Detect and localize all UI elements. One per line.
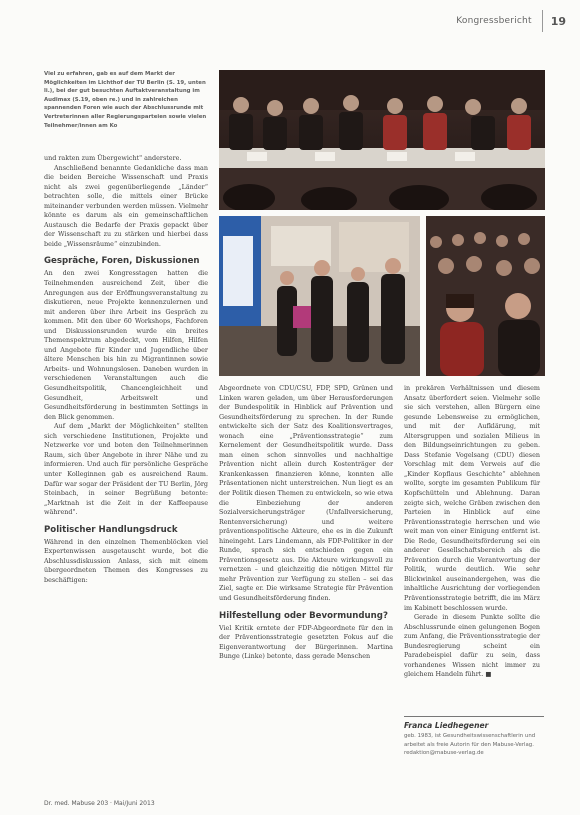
- section-label: Kongressbericht: [456, 16, 532, 26]
- author-name: Franca Liedhegener: [404, 721, 489, 730]
- subheading-politisch: Politischer Handlungsdruck: [44, 524, 178, 535]
- audience-illustration: [426, 216, 545, 376]
- paragraph: Auf dem „Markt der Möglichkeiten“ stellten sich verschiedene Institutionen, Projekte und Netzwerke vor und boten den Teilnehmerinnen Raum, sich über Angebote in ihrer Nähe und zu informieren. Und auch für persönliche Gespräche unter Kolleginnen gab es ausreichend Raum. Dafür war sogar der Präsident der TU Berlin, Jörg Steinbach, in seiner Begrüßung betonte: „Marktnah ist die Zeit in der Kaffeepause während".: [44, 422, 208, 517]
- page-number: 19: [550, 14, 566, 28]
- running-head: [456, 10, 566, 32]
- paragraph: in prekären Verhältnissen und diesem Ansatz überfordert seien. Vielmehr solle sie sich verstehen, allen Bürgern eine gesunde Lebensweise zu ermöglichen, und mit der Aufklärung, mit Altersgruppen und sozialen Milieus in den Bildungseinrichtungen zu geben. Dass Stefanie Vogelsang (CDU) diesen Vorschlag mit dem Verweis auf die „Kinder Kopflaus Geschichte“ ablehnen wollte, sorgte im gesamten Publikum für Kopfschütteln und Ablehnung. Daran zeigte sich, welche Gräben zwischen den Parteien in Hinblick auf eine Präventionsstrategie herrschen und wie weit man von einer Einigung entfernt ist. Die Rede, Gesundheitsförderung sei ein anderer Gesellschaftsbereich als die Prävention durch die Verantwortung der Politik, wurde deutlich. Wie sehr Blickwinkel auseinandergehen, was die inhaltliche Ausrichtung der vorliegenden Präventionsstrategie betrifft, die im März im Kabinett beschlossen wurde.: [404, 384, 540, 612]
- paragraph: An den zwei Kongresstagen hatten die Teilnehmenden ausreichend Zeit, über die Anregungen aus der Eröffnungsveranstaltung zu diskutieren, neue Projekte kennenzulernen und mit anderen über ihre Arbeit ins Gespräch zu kommen. Mit den über 60 Workshops, Fachforen und Diskussionsrunden wurde ein breites Themenspektrum abgedeckt, vom Hilfen, Hilfen und Angebote für Kinder und Jugendliche über ältere Menschen bis hin zu Migrantinnen sowie Arbeits- und Wohnungslosen. Daneben wurden in verschiedenen Veranstaltungen auch die Gesundheitspolitik, Chancengleichheit und Gesundheit, Arbeitswelt und Gesundheitsförderung in bestimmten Settings in den Blick genommen.: [44, 269, 208, 421]
- paragraph: Anschließend benannte Gedankliche dass man die beiden Bereiche Wissenschaft und Praxis nicht als zwei gegenüberliegende „Länder“ betrachten solle, die mittels einer Brücke miteinander verbunden werden müssen. Vielmehr könnte es darum als ein gemeinschaftlichen Austausch die Bedarfe der Praxis gepackt über der Wissenschaft zu zu stärken und hierbei dass beide „Wissensräume“ einzubinden.: [44, 163, 208, 248]
- photo-caption: Viel zu erfahren, gab es auf dem Markt der Möglichkeiten im Lichthof der TU Berlin (S. 19, unten li.), bei der gut besuchten Auftaktveranstaltung im Audimax (S.19, oben re.) und in zahlreichen spannenden Foren wie auch der Abschlussrunde mit Vertreterinnen aller Regierungsparteien sowie vielen Teilnehmer/innen am Ko: [44, 71, 207, 129]
- magazine-footer: Dr. med. Mabuse 203 · Mai/Juni 2013: [44, 800, 155, 807]
- market-stands-illustration: [219, 216, 420, 376]
- subheading-hilfestellung: Hilfestellung oder Bevormundung?: [219, 610, 388, 621]
- author-bio: geb. 1983, ist Gesundheitswissenschaftlerin und arbeitet als freie Autorin für den Mabuse-Verlag. redaktion@mabuse-verlag.de: [404, 733, 536, 756]
- photo-audience: [426, 216, 545, 376]
- panel-discussion-illustration: [219, 70, 545, 210]
- photo-market-stands: [219, 216, 420, 376]
- article-column-2: [219, 384, 393, 662]
- article-column-1: [44, 154, 208, 585]
- subheading-gespraeche: Gespräche, Foren, Diskussionen: [44, 256, 200, 267]
- paragraph: Abgeordnete von CDU/CSU, FDP, SPD, Grünen und Linken waren geladen, um über Herausforderungen der Bundespolitik in Hinblick auf Prävention und Gesundheitsförderung zu sprechen. In der Runde entwickelte sich der Satz des Koalitionsvertrages, wonach eine „Präventionsstrategie“ zum Kernelement der Gesundheitspolitik wurde. Dass man einen schon sinnvolles und nachhaltige Prävention nicht allein durch Kostenträger der Krankenkassen finanzieren könne, konnten alle Präsentationen nicht unterstreichen. Nun liegt es an der Politik diesen Themen zu entwickeln, so wie etwa die Einbeziehung der anderen Sozialversicherungsträger (Unfallversicherung, Rentenversicherung) und weitere präventionspolitische Akteure, ehe es in die Zukunft hineingeht. Lars Lindemann, als FDP-Politiker in der Runde, sprach sich entschieden gegen ein Präventionsgesetz aus. Die Akteure wirkungsvoll zu vernetzen – und gleichzeitig die nötigen Mittel für mehr Prävention zur Verfügung zu stellen – sei das Ziel, sagte er. Die wirksame Strategie für Prävention und Gesundheitsförderung finden.: [219, 384, 393, 603]
- article-column-3: [404, 384, 540, 680]
- paragraph: Gerade in diesem Punkte sollte die Abschlussrunde einen gelungenen Bogen zum Anfang, die Präventionsstrategie der Bundesregierung scheint ein Paradebeispiel dafür zu sein, dass vorhandenes Wissen nicht immer zu gleichem Handeln führt. ■: [404, 613, 540, 679]
- paragraph: Viel Kritik erntete der FDP-Abgeordnete für den in der Präventionsstrategie gesetzten Fokus auf die Eigenverantwortung der Bürgerinnen. Martina Bunge (Linke) betonte, dass gerade Menschen: [219, 623, 393, 661]
- running-head-divider: [542, 10, 543, 32]
- paragraph: und rakten zum Übergewicht" anderstere.: [44, 154, 182, 162]
- photo-panel-discussion: [219, 70, 545, 210]
- author-box: [404, 716, 544, 758]
- paragraph: Während in den einzelnen Themenblöcken viel Expertenwissen ausgetauscht wurde, bot die Abschlussdiskussion Anlass, sich mit einem übergeordneten Themen des Kongresses zu beschäftigen:: [44, 537, 208, 584]
